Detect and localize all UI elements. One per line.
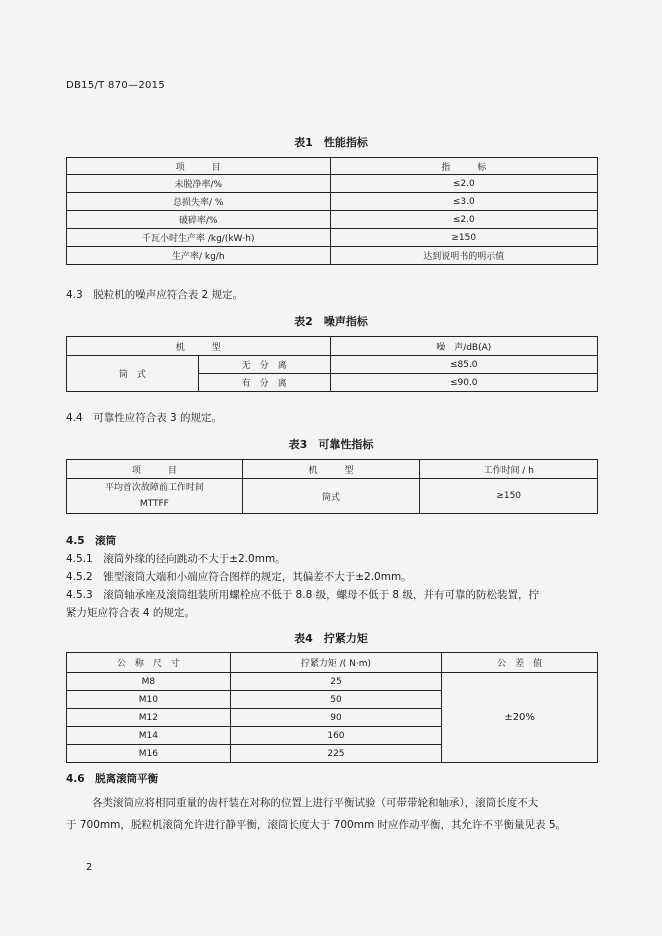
table4-header-tolerance: 公 差 值 (442, 653, 598, 673)
table-row (67, 175, 598, 193)
table3-header-time: 工作时间 / h (420, 460, 598, 479)
table4-torque: 160 (230, 727, 442, 745)
table1-performance (66, 157, 598, 265)
table2-noise (66, 336, 598, 392)
table4-torque: 225 (230, 745, 442, 763)
table1-header-index: 指 标 (330, 158, 597, 175)
table1-value: 达到说明书的明示值 (330, 247, 597, 265)
table2-value: ≤85.0 (330, 356, 598, 374)
table4-size: M16 (67, 745, 231, 763)
table4-size: M10 (67, 691, 231, 709)
table3-value: ≥150 (420, 479, 598, 514)
standard-code-header: DB15/T 870—2015 (66, 80, 165, 91)
table-row (67, 356, 598, 374)
table3-reliability (66, 459, 598, 514)
table4-size: M12 (67, 709, 231, 727)
table3-header-item: 项 目 (67, 460, 243, 479)
table1-item: 破碎率/% (67, 211, 331, 229)
section-4-5-3-line2: 紧力矩应符合表 4 的规定。 (66, 607, 195, 619)
table1-value: ≤2.0 (330, 175, 597, 193)
table-row (67, 247, 598, 265)
section-4-5-1: 4.5.1 滚筒外缘的径向跳动不大于±2.0mm。 (66, 553, 286, 565)
section-4-6-para-line1: 各类滚筒应将相同重量的齿杆装在对称的位置上进行平衡试验（可带带轮和轴承），滚筒长度不大 (92, 797, 539, 809)
page-number: 2 (86, 862, 93, 873)
table2-header-type: 机 型 (67, 337, 331, 356)
table3-caption: 表3 可靠性指标 (288, 438, 374, 451)
table1-value: ≤2.0 (330, 211, 597, 229)
table1-caption: 表1 性能指标 (294, 136, 368, 149)
table3-type: 筒式 (242, 479, 420, 514)
table-row (67, 193, 598, 211)
table2-variant: 无 分 离 (198, 356, 330, 374)
table-row (67, 229, 598, 247)
table1-value: ≤3.0 (330, 193, 597, 211)
table1-header-item: 项 目 (67, 158, 331, 175)
table4-size: M14 (67, 727, 231, 745)
table4-tolerance: ±20% (442, 673, 598, 763)
table1-item: 千瓦小时生产率 /kg/(kW·h) (67, 229, 331, 247)
table4-torque (66, 652, 598, 763)
table1-item: 生产率/ kg/h (67, 247, 331, 265)
table2-variant: 有 分 离 (198, 374, 330, 392)
table4-torque: 90 (230, 709, 442, 727)
section-4-3: 4.3 脱粒机的噪声应符合表 2 规定。 (66, 289, 244, 301)
table-row (67, 673, 598, 691)
section-4-5-3-line1: 4.5.3 滚筒轴承座及滚筒组装所用螺栓应不低于 8.8 级，螺母不低于 8 级，并有可靠的防松装置，拧 (66, 589, 539, 601)
table1-item: 未脱净率/% (67, 175, 331, 193)
table4-size: M8 (67, 673, 231, 691)
table2-value: ≤90.0 (330, 374, 598, 392)
table4-caption: 表4 拧紧力矩 (294, 632, 368, 645)
table1-item: 总损失率/ % (67, 193, 331, 211)
section-4-5-title: 4.5 滚筒 (66, 535, 117, 547)
table2-caption: 表2 噪声指标 (294, 315, 368, 328)
table1-value: ≥150 (330, 229, 597, 247)
table3-header-type: 机 型 (242, 460, 420, 479)
table4-torque: 25 (230, 673, 442, 691)
table4-torque: 50 (230, 691, 442, 709)
section-4-4: 4.4 可靠性应符合表 3 的规定。 (66, 412, 223, 424)
table-row (67, 211, 598, 229)
section-4-5-2: 4.5.2 锥型滚筒大端和小端应符合图样的规定，其偏差不大于±2.0mm。 (66, 571, 412, 583)
table2-header-noise: 噪 声/dB(A) (330, 337, 598, 356)
table2-type: 筒 式 (67, 356, 199, 392)
section-4-6-para-line2: 于 700mm，脱粒机滚筒允许进行静平衡，滚筒长度大于 700mm 时应作动平衡，其允许不平衡量见表 5。 (66, 819, 567, 831)
table3-item-name: 平均首次故障前工作时间 (104, 483, 204, 493)
section-4-6-title: 4.6 脱离滚筒平衡 (66, 773, 159, 785)
table3-item-abbr: MTTFF (139, 499, 169, 509)
table4-header-size: 公 称 尺 寸 (67, 653, 231, 673)
table4-header-torque: 拧紧力矩 /( N·m) (230, 653, 442, 673)
table-row (67, 479, 598, 514)
